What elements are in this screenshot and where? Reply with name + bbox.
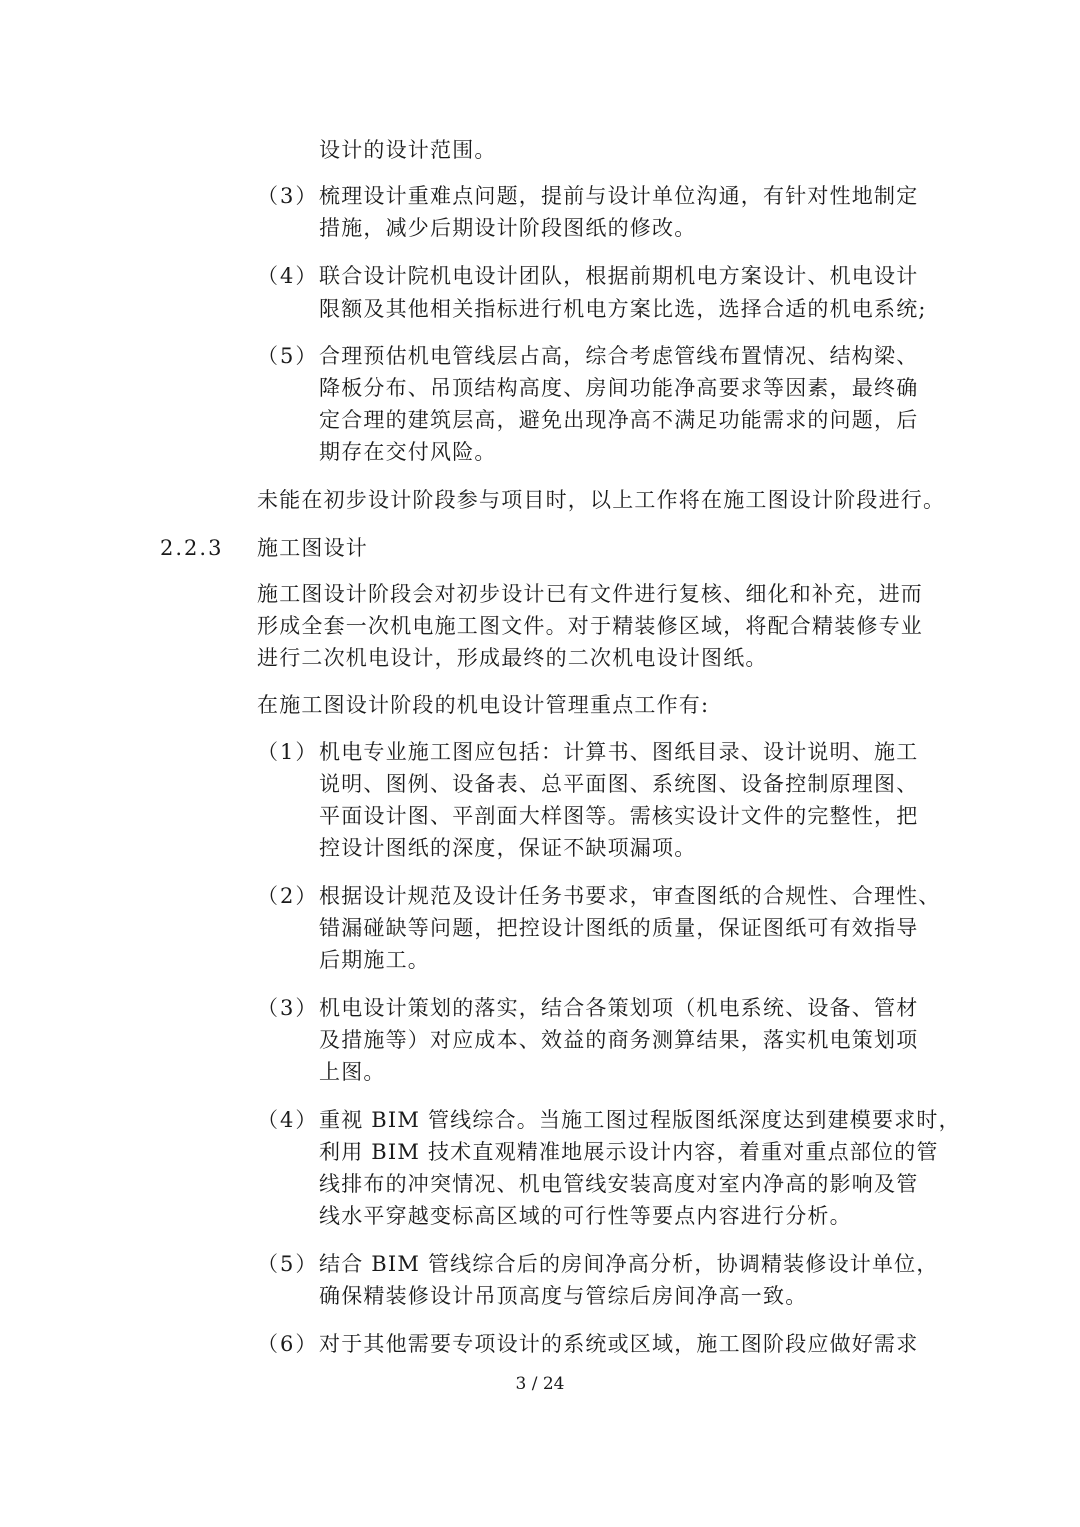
list-item-line: 合理预估机电管线层占高，综合考虑管线布置情况、结构梁、: [319, 344, 919, 368]
note-paragraph: 未能在初步设计阶段参与项目时，以上工作将在施工图设计阶段进行。: [257, 488, 946, 512]
list-item-line: 后期施工。: [319, 948, 430, 972]
list-item-line: 结合 BIM 管线综合后的房间净高分析，协调精装修设计单位，: [319, 1252, 939, 1276]
list-item-number: （3）: [257, 184, 319, 208]
list-item-line: 确保精装修设计吊顶高度与管综后房间净高一致。: [319, 1284, 808, 1308]
paragraph-line: 设计的设计范围。: [319, 138, 497, 162]
list-item-number: （1）: [257, 740, 319, 764]
list-item-line: 机电设计策划的落实，结合各策划项（机电系统、设备、管材: [319, 996, 919, 1020]
list-item-line: 定合理的建筑层高，避免出现净高不满足功能需求的问题，后: [319, 408, 919, 432]
list-item-line: 机电专业施工图应包括：计算书、图纸目录、设计说明、施工: [319, 740, 919, 764]
paragraph-line: 施工图设计阶段会对初步设计已有文件进行复核、细化和补充，进而: [257, 582, 923, 606]
list-item-line: 利用 BIM 技术直观精准地展示设计内容，着重对重点部位的管: [319, 1140, 939, 1164]
list-item-line: 线水平穿越变标高区域的可行性等要点内容进行分析。: [319, 1204, 852, 1228]
list-item-number: （5）: [257, 344, 319, 368]
list-item-number: （6）: [257, 1332, 319, 1356]
list-item-line: 根据设计规范及设计任务书要求，审查图纸的合规性、合理性、: [319, 884, 941, 908]
list-item-line: 对于其他需要专项设计的系统或区域，施工图阶段应做好需求: [319, 1332, 919, 1356]
list-item-line: 及措施等）对应成本、效益的商务测算结果，落实机电策划项: [319, 1028, 919, 1052]
paragraph-line: 进行二次机电设计，形成最终的二次机电设计图纸。: [257, 646, 768, 670]
list-item-line: 措施，减少后期设计阶段图纸的修改。: [319, 216, 697, 240]
list-item-line: 线排布的冲突情况、机电管线安装高度对室内净高的影响及管: [319, 1172, 919, 1196]
section-number: 2.2.3: [160, 536, 224, 560]
list-item-line: 梳理设计重难点问题，提前与设计单位沟通，有针对性地制定: [319, 184, 919, 208]
list-item-line: 说明、图例、设备表、总平面图、系统图、设备控制原理图、: [319, 772, 919, 796]
list-item-line: 重视 BIM 管线综合。当施工图过程版图纸深度达到建模要求时，: [319, 1108, 961, 1132]
list-item-line: 错漏碰缺等问题，把控设计图纸的质量，保证图纸可有效指导: [319, 916, 919, 940]
list-item-number: （4）: [257, 1108, 319, 1132]
paragraph-line: 形成全套一次机电施工图文件。对于精装修区域，将配合精装修专业: [257, 614, 923, 638]
list-item-number: （4）: [257, 264, 319, 288]
list-item-line: 上图。: [319, 1060, 386, 1084]
list-item-line: 控设计图纸的深度，保证不缺项漏项。: [319, 836, 697, 860]
lead-paragraph: 在施工图设计阶段的机电设计管理重点工作有:: [257, 693, 710, 717]
list-item-number: （5）: [257, 1252, 319, 1276]
list-item-line: 联合设计院机电设计团队，根据前期机电方案设计、机电设计: [319, 264, 919, 288]
list-item-line: 期存在交付风险。: [319, 440, 497, 464]
list-item-line: 降板分布、吊顶结构高度、房间功能净高要求等因素，最终确: [319, 376, 919, 400]
section-title: 施工图设计: [257, 536, 368, 560]
page-number: 3 / 24: [515, 1374, 565, 1394]
list-item-line: 限额及其他相关指标进行机电方案比选，选择合适的机电系统;: [319, 297, 927, 321]
list-item-line: 平面设计图、平剖面大样图等。需核实设计文件的完整性，把: [319, 804, 919, 828]
list-item-number: （3）: [257, 996, 319, 1020]
list-item-number: （2）: [257, 884, 319, 908]
